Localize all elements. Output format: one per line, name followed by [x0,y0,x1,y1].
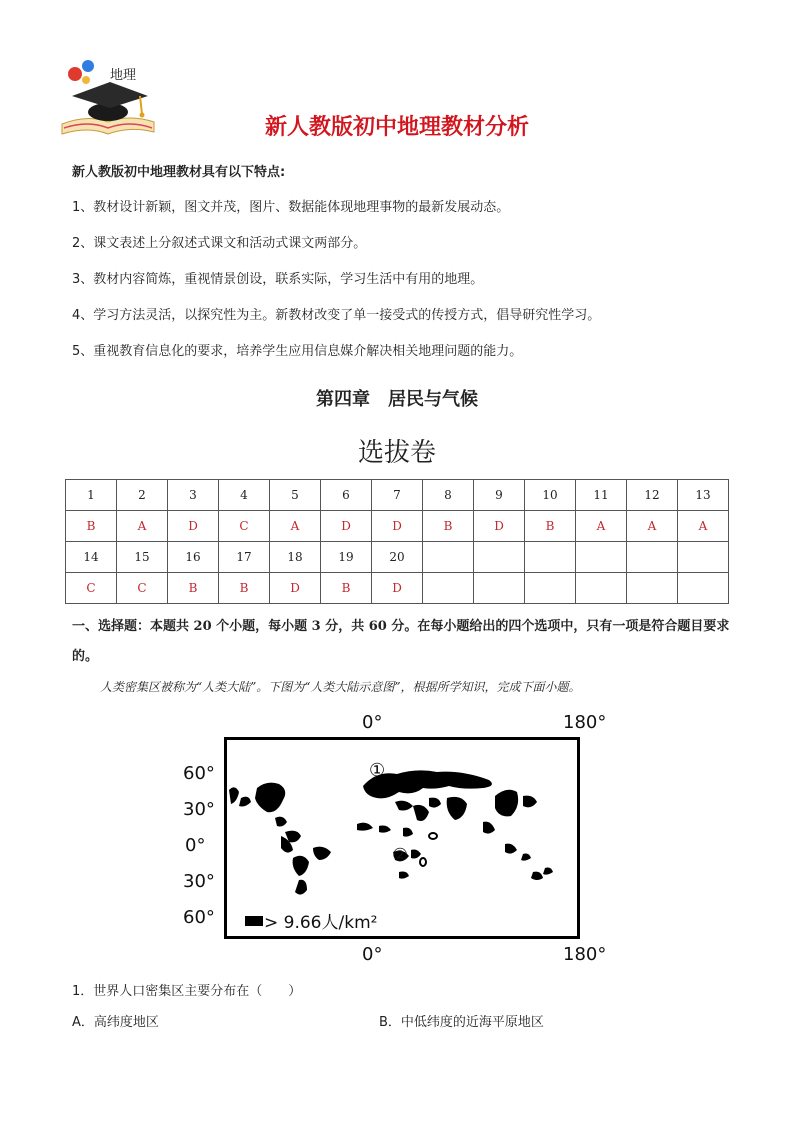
table-cell: D [321,511,372,542]
table-cell [525,542,576,573]
table-cell: 3 [168,480,219,511]
chapter-title: 第四章 居民与气候 [316,389,478,410]
table-cell [576,542,627,573]
table-cell: B [423,511,474,542]
map-marker-2: ② [392,845,409,866]
map-lat-label: 60° [183,907,215,928]
intro-point: 3、教材内容简炼，重视情景创设，联系实际，学习生活中有用的地理。 [72,272,484,287]
option-a: A．高纬度地区 [72,1015,159,1030]
table-cell: A [117,511,168,542]
table-cell: 4 [219,480,270,511]
map-marker-1: ① [369,760,386,781]
table-cell: D [372,573,423,604]
map-lat-label: 60° [183,763,215,784]
map-lat-label: 30° [183,871,215,892]
table-cell: D [372,511,423,542]
table-cell: 5 [270,480,321,511]
map-top-label-0: 0° [362,712,383,733]
table-row-numbers-2 [66,542,729,573]
table-cell: C [66,573,117,604]
table-cell: 14 [66,542,117,573]
legend-swatch [245,916,263,926]
table-cell: A [576,511,627,542]
table-cell: 9 [474,480,525,511]
table-cell: 1 [66,480,117,511]
table-cell: A [627,511,678,542]
table-cell [423,542,474,573]
question-1: 1．世界人口密集区主要分布在（ ） [72,984,302,999]
population-density-map [227,740,577,936]
question-stem: 人类密集区被称为“人类大陆”。下图为“人类大陆示意图”，根据所学知识，完成下面小题。 [100,680,581,694]
table-cell: 8 [423,480,474,511]
exam-title: 选拔卷 [357,438,436,468]
table-cell [627,573,678,604]
intro-heading: 新人教版初中地理教材具有以下特点: [72,165,286,180]
intro-point: 2、课文表述上分叙述式课文和活动式课文两部分。 [72,236,367,251]
table-cell [474,573,525,604]
table-cell: B [219,573,270,604]
table-cell: D [168,511,219,542]
table-cell: B [321,573,372,604]
table-cell: B [525,511,576,542]
intro-point: 1、教材设计新颖，图文并茂，图片、数据能体现地理事物的最新发展动态。 [72,200,510,215]
table-cell [423,573,474,604]
table-cell: 18 [270,542,321,573]
table-cell [627,542,678,573]
table-cell [474,542,525,573]
table-cell: 20 [372,542,423,573]
table-cell: 12 [627,480,678,511]
table-cell: 6 [321,480,372,511]
table-row-answers-1 [66,511,729,542]
table-cell: B [168,573,219,604]
table-cell: D [270,573,321,604]
option-b: B．中低纬度的近海平原地区 [379,1015,544,1030]
map-top-label-180: 180° [563,712,607,733]
table-cell: 10 [525,480,576,511]
table-cell: B [66,511,117,542]
table-cell: D [474,511,525,542]
table-cell: 15 [117,542,168,573]
table-cell: A [270,511,321,542]
table-cell [525,573,576,604]
section-instruction: 一、选择题：本题共 20 个小题，每小题 3 分，共 60 分。在每小题给出的四个选项中，只有一项是符合题目要求的。 [72,619,730,664]
table-cell: 16 [168,542,219,573]
map-lat-label: 30° [183,799,215,820]
table-cell: 7 [372,480,423,511]
table-cell: 11 [576,480,627,511]
answer-table [65,479,729,604]
table-cell: 2 [117,480,168,511]
logo-label: 地理 [110,68,137,83]
table-cell: 13 [678,480,729,511]
table-cell [576,573,627,604]
table-cell [678,542,729,573]
intro-point: 4、学习方法灵活，以探究性为主。新教材改变了单一接受式的传授方式，倡导研究性学习。 [72,308,601,323]
table-cell: C [117,573,168,604]
intro-point: 5、重视教育信息化的要求，培养学生应用信息媒介解决相关地理问题的能力。 [72,344,523,359]
map-lat-label: 0° [185,835,206,856]
table-row-numbers-1 [66,480,729,511]
table-cell: C [219,511,270,542]
map-bottom-label-180: 180° [563,944,607,965]
table-row-answers-2 [66,573,729,604]
page-title: 新人教版初中地理教材分析 [264,115,529,140]
map-bottom-label-0: 0° [362,944,383,965]
map-legend: > 9.66人/km² [264,913,378,933]
table-cell: 19 [321,542,372,573]
table-cell: 17 [219,542,270,573]
table-cell: A [678,511,729,542]
table-cell [678,573,729,604]
